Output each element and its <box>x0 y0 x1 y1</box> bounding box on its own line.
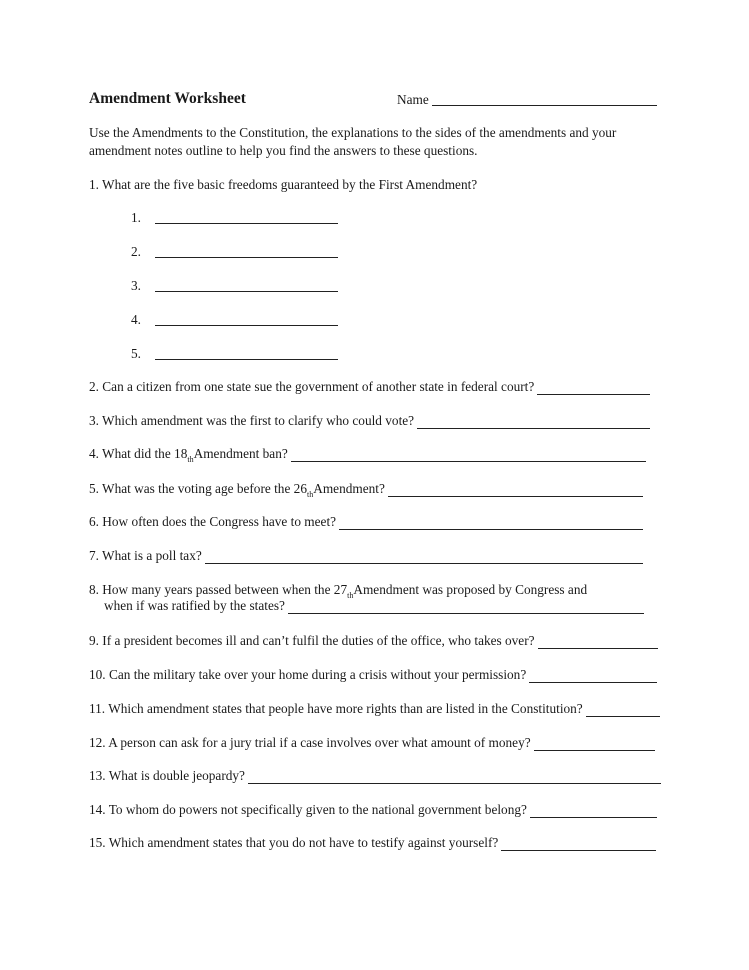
question-text: Amendment? <box>313 481 385 496</box>
question-text: 15. Which amendment states that you do not have to testify against yourself? <box>89 835 499 850</box>
question-text: 14. To whom do powers not specifically given to the national government belong? <box>89 802 527 817</box>
item-number: 3. <box>131 278 141 293</box>
answer-blank[interactable] <box>530 804 657 818</box>
question-2 <box>89 379 650 395</box>
item-number: 1. <box>131 210 141 225</box>
answer-blank[interactable] <box>288 600 644 614</box>
question-text: 12. A person can ask for a jury trial if a case involves over what amount of money? <box>89 735 531 750</box>
question-8-line2 <box>104 598 644 614</box>
answer-blank[interactable] <box>537 381 650 395</box>
answer-line-5[interactable] <box>131 346 338 362</box>
answer-blank[interactable] <box>339 516 643 530</box>
item-number: 5. <box>131 346 141 361</box>
question-text: 2. Can a citizen from one state sue the government of another state in federal court? <box>89 379 535 394</box>
question-text: 5. What was the voting age before the 26 <box>89 481 307 496</box>
answer-blank[interactable] <box>291 448 646 462</box>
answer-blank[interactable] <box>538 635 658 649</box>
question-text: 13. What is double jeopardy? <box>89 768 245 783</box>
answer-line-3[interactable] <box>131 278 338 294</box>
answer-blank[interactable] <box>586 703 660 717</box>
answer-line-1[interactable] <box>131 210 338 226</box>
answer-line-2[interactable] <box>131 244 338 260</box>
answer-blank[interactable] <box>155 346 338 360</box>
answer-blank[interactable] <box>155 244 338 258</box>
name-label: Name <box>397 92 429 107</box>
question-8: 8. How many years passed between when the 27 $^{th}$ Amendment was proposed by Congress and <box>89 582 588 600</box>
question-5: 5. What was the voting age before the 26 $^{th}$ Amendment? <box>89 481 643 497</box>
question-text: 7. What is a poll tax? <box>89 548 202 563</box>
question-15 <box>89 835 656 851</box>
question-6 <box>89 514 643 530</box>
answer-blank[interactable] <box>205 550 643 564</box>
question-text: Amendment was proposed by Congress and <box>353 582 588 597</box>
question-text: 8. How many years passed between when the 27 <box>89 582 348 597</box>
item-number: 4. <box>131 312 141 327</box>
question-text: 9. If a president becomes ill and can’t fulfil the duties of the office, who takes over? <box>89 633 535 648</box>
worksheet-title: Amendment Worksheet <box>89 90 246 107</box>
question-11 <box>89 701 660 717</box>
answer-blank[interactable] <box>155 312 338 326</box>
answer-blank[interactable] <box>155 278 338 292</box>
question-text: 11. Which amendment states that people have more rights than are listed in the Constitution? <box>89 701 583 716</box>
question-text: 3. Which amendment was the first to clarify who could vote? <box>89 413 415 428</box>
instructions: Use the Amendments to the Constitution, the explanations to the sides of the amendments and your amendment notes outline to help you find the answers to these questions. <box>89 125 617 158</box>
answer-blank[interactable] <box>417 415 650 429</box>
question-7 <box>89 548 643 564</box>
answer-blank[interactable] <box>529 669 657 683</box>
question-9 <box>89 633 658 649</box>
question-text: 6. How often does the Congress have to meet? <box>89 514 337 529</box>
question-3 <box>89 413 650 429</box>
answer-blank[interactable] <box>534 737 655 751</box>
question-13 <box>89 768 661 784</box>
question-14 <box>89 802 657 818</box>
question-12 <box>89 735 655 751</box>
answer-blank[interactable] <box>155 210 338 224</box>
question-text: 10. Can the military take over your home during a crisis without your permission? <box>89 667 527 682</box>
question-4: 4. What did the 18 $^{th}$ Amendment ban? <box>89 446 646 462</box>
answer-blank[interactable] <box>248 770 661 784</box>
item-number: 2. <box>131 244 141 259</box>
question-text: when if was ratified by the states? <box>104 598 285 613</box>
answer-blank[interactable] <box>388 483 643 497</box>
name-field[interactable] <box>397 92 657 108</box>
question-10 <box>89 667 657 683</box>
name-blank[interactable] <box>432 92 657 106</box>
question-1: 1. What are the five basic freedoms guaranteed by the First Amendment? <box>89 177 478 192</box>
question-text: 4. What did the 18 <box>89 446 188 461</box>
question-text: Amendment ban? <box>193 446 288 461</box>
answer-line-4[interactable] <box>131 312 338 328</box>
answer-blank[interactable] <box>501 837 656 851</box>
